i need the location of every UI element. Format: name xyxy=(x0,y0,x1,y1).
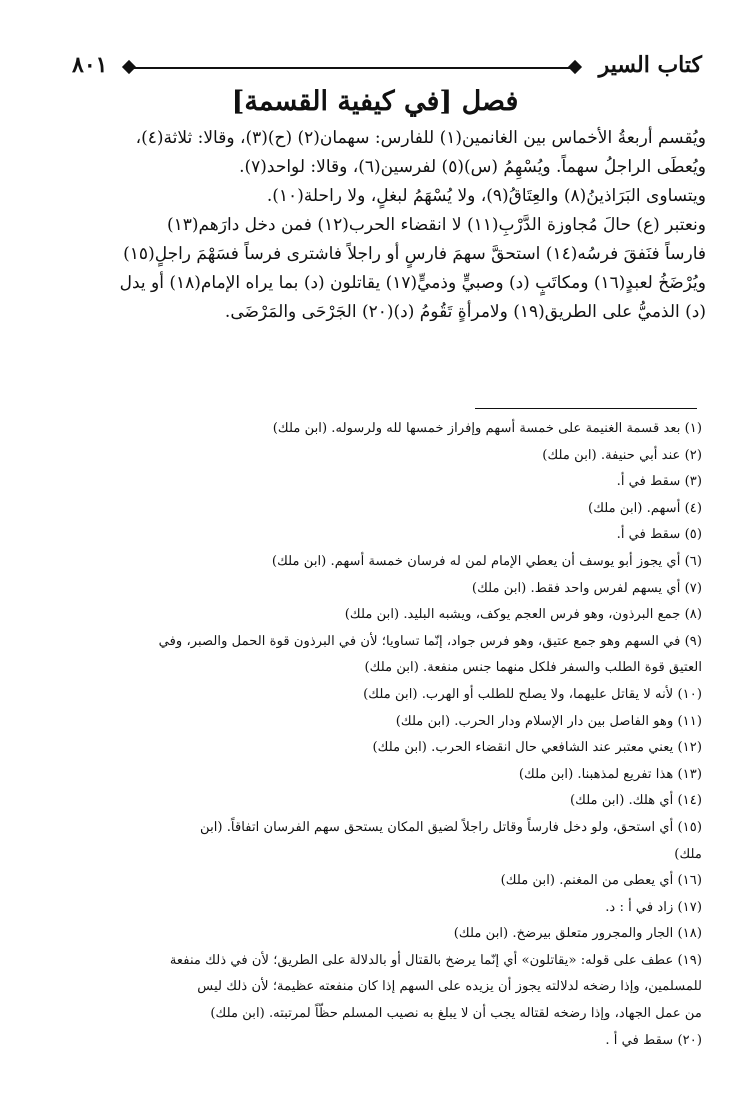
footnotes xyxy=(56,416,702,1054)
text-line: ونعتبر (ع) حالَ مُجاوزة الدَّرْبِ(١١) لا انقضاء الحرب(١٢) فمن دخل دارَهم(١٣) xyxy=(166,215,706,235)
footnote: (١٧) زاد في أ : د. xyxy=(605,899,702,915)
header-rule xyxy=(134,67,570,69)
footnote-continuation: للمسلمين، وإذا رضخه لدلالته يجوز أن يزيده على السهم إذا كان منفعته عظيمة؛ لأن ذلك ليس xyxy=(197,979,702,995)
text-line: فارساً فنَفقَ فرسُه(١٤) استحقَّ سهمَ فارسٍ أو راجلاً فاشترى فرساً فسَهْمَ راجلٍ(١٥) xyxy=(123,244,706,264)
footnote: (١٨) الجار والمجرور متعلق بيرضخ. (ابن ملك) xyxy=(453,926,702,942)
footnote: (٦) أي يجوز أبو يوسف أن يعطي الإمام لمن له فرسان خمسة أسهم. (ابن ملك) xyxy=(271,553,702,569)
footnote-separator xyxy=(475,408,697,409)
footnote: (١٠) لأنه لا يقاتل عليهما، ولا يصلح للطلب أو الهرب. (ابن ملك) xyxy=(363,686,702,702)
footnote: (١٢) يعني معتبر عند الشافعي حال انقضاء الحرب. (ابن ملك) xyxy=(372,740,702,756)
footnote-continuation: العتيق قوة الطلب والسفر فلكل منهما جنس منفعة. (ابن ملك) xyxy=(364,660,702,676)
text-line: ويُرْضَخُ لعبدٍ(١٦) ومكاتَبٍ (د) وصبيٍّ وذميٍّ(١٧) يقاتلون (د) بما يراه الإمام(١٨) أو يدل xyxy=(119,273,706,293)
text-line: ويتساوى البَرَاذينُ(٨) والعِتَاقُ(٩)، ولا يُسْهَمُ لبغلٍ، ولا راحلة(١٠). xyxy=(266,186,706,206)
book-title: كتاب السير xyxy=(598,52,702,78)
text-line: ويُقسم أربعةُ الأخماس بين الغانمين(١) للفارس: سهمان(٢) (ح)(٣)، وقالا: ثلاثة(٤)، xyxy=(135,128,706,148)
footnote: (١٣) هذا تفريع لمذهبنا. (ابن ملك) xyxy=(518,766,702,782)
footnote: (٢) عند أبي حنيفة. (ابن ملك) xyxy=(542,447,702,463)
footnote: (٧) أي يسهم لفرس واحد فقط. (ابن ملك) xyxy=(471,580,702,596)
text-line: ويُعطَى الراجلُ سهماً. ويُسْهِمُ (س)(٥) لفرسين(٦)، وقالا: لواحد(٧). xyxy=(239,157,706,177)
diamond-ornament-icon xyxy=(568,60,582,74)
text-line: (د) الذميُّ على الطريق(١٩) ولامرأةٍ تَقُومُ (د)(٢٠) الجَرْحَى والمَرْضَى. xyxy=(224,302,706,322)
footnote-continuation: من عمل الجهاد، وإذا رضخه لقتاله يجب أن لا يبلغ به نصيب المسلم حظّاً لمرتبته. (ابن ملك) xyxy=(210,1006,702,1022)
footnote: (٨) جمع البرذون، وهو فرس العجم يوكف، ويشبه البليد. (ابن ملك) xyxy=(344,607,702,623)
footnote: (١٤) أي هلك. (ابن ملك) xyxy=(569,793,702,809)
footnote: (١١) وهو الفاصل بين دار الإسلام ودار الحرب. (ابن ملك) xyxy=(395,713,702,729)
footnote: (٤) أسهم. (ابن ملك) xyxy=(588,500,702,516)
footnote: (٩) في السهم وهو جمع عتيق، وهو فرس جواد، إنّما تساويا؛ لأن في البرذون قوة الحمل والصبر، وفي xyxy=(158,633,702,649)
page-number: ٨٠١ xyxy=(72,52,108,78)
footnote: (١٥) أي استحق، ولو دخل فارساً وقاتل راجلاً لضيق المكان يستحق سهم الفرسان اتفاقاً. (ابن xyxy=(200,819,702,835)
main-text xyxy=(70,124,706,327)
section-title: فصل [في كيفية القسمة] xyxy=(231,86,519,117)
running-header xyxy=(72,50,702,80)
footnote: (١) بعد قسمة الغنيمة على خمسة أسهم وإفراز خمسها لله ولرسوله. (ابن ملك) xyxy=(272,421,702,436)
footnote-continuation: ملك) xyxy=(674,846,702,862)
footnote: (٢٠) سقط في أ . xyxy=(605,1032,702,1048)
footnote: (٣) سقط في أ. xyxy=(616,474,702,490)
diamond-ornament-icon xyxy=(122,60,136,74)
footnote: (١٦) أي يعطى من المغنم. (ابن ملك) xyxy=(500,873,702,889)
footnote: (٥) سقط في أ. xyxy=(616,527,702,543)
footnote: (١٩) عطف على قوله: «يقاتلون» أي إنّما يرضخ بالقتال أو بالدلالة على الطريق؛ لأن في ذلك منفعة xyxy=(169,952,702,968)
